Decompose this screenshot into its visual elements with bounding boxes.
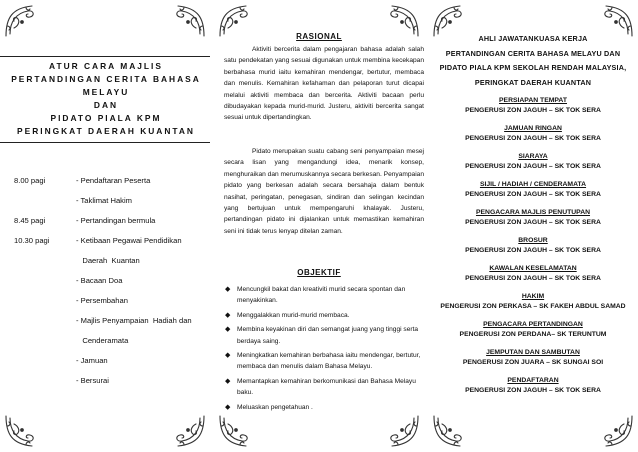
role-label: PERSIAPAN TEMPAT: [499, 97, 567, 104]
role-person: PENGERUSI ZON JAGUH – SK TOK SERA: [465, 107, 601, 114]
committee-role: [428, 376, 638, 396]
role-label: HAKIM: [521, 293, 545, 300]
role-person: PENGERUSI ZON JAGUH – SK TOK SERA: [465, 387, 601, 394]
panel-atur-cara: [0, 0, 210, 452]
title-line: PIDATO PIALA KPM: [50, 113, 162, 123]
role-label: PENDAFTARAN: [507, 377, 559, 384]
objective-text: Membina keyakinan diri dan semangat juang yang tinggi serta berdaya saing.: [237, 326, 419, 345]
heading-line: PERTANDINGAN CERITA BAHASA MELAYU DAN: [445, 48, 621, 58]
role-label: JEMPUTAN DAN SAMBUTAN: [486, 349, 580, 356]
role-person: PENGERUSI ZON JAGUH – SK TOK SERA: [465, 135, 601, 142]
schedule-time: 10.30 pagi: [14, 236, 50, 245]
committee-heading: [428, 32, 638, 90]
role-label: SIARAYA: [518, 153, 548, 160]
objective-text: Mencungkil bakat dan kreativiti murid secara spontan dan menyakinkan.: [237, 286, 406, 305]
committee-role: [428, 236, 638, 256]
objective-item: [224, 310, 424, 321]
title-line: PERTANDINGAN CERITA BAHASA: [11, 74, 201, 84]
schedule-desc: - Bersurai: [76, 376, 109, 385]
diamond-bullet-icon: ◆: [225, 311, 231, 319]
rasional-paragraph: Aktiviti bercerita dalam pengajaran bahasa adalah salah satu pendekatan yang sesuai digunakan untuk membina kecekapan berbahasa murid iaitu kemahiran mendengar, bertutur, membaca dan menulis. Kemahiran kefahaman dan pelaporan turut dicapai melalui aktiviti membaca dan bercerita. Aktiviti bacaan perlu dibudayakan kepada murid-murid. Justeru, aktiviti bercerita sangat sesuai untuk dipertandingkan.: [224, 46, 424, 122]
objective-item: [224, 350, 424, 373]
schedule-desc: Cenderamata: [76, 336, 129, 345]
role-label: BROSUR: [518, 237, 548, 244]
objective-item: [224, 284, 424, 307]
role-label: SIJIL / HADIAH / CENDERAMATA: [479, 181, 587, 188]
schedule-desc: - Pertandingan bermula: [76, 216, 156, 225]
schedule-time: 8.45 pagi: [14, 216, 46, 225]
schedule-desc: - Pendaftaran Peserta: [76, 176, 151, 185]
role-person: PENGERUSI ZON JAGUH – SK TOK SERA: [465, 191, 601, 198]
objektif-heading: OBJEKTIF: [297, 268, 341, 277]
schedule-desc: - Majlis Penyampaian Hadiah dan: [76, 316, 192, 325]
objective-item: [224, 376, 424, 399]
committee-role: [428, 348, 638, 368]
heading-line: PERINGKAT DAERAH KUANTAN: [474, 77, 592, 87]
role-person: PENGERUSI ZON PERDANA– SK TERUNTUM: [459, 331, 607, 338]
program-title: [10, 60, 202, 138]
objective-text: Meluaskan pengetahuan .: [237, 403, 313, 411]
corner-ornament-icon: [218, 414, 252, 448]
schedule-desc: - Ketibaan Pegawai Pendidikan: [76, 236, 182, 245]
panel-jawatankuasa: [428, 0, 638, 452]
committee-role: [428, 264, 638, 284]
corner-ornament-icon: [600, 414, 634, 448]
objective-item: [224, 402, 424, 413]
schedule-desc: - Persembahan: [76, 296, 128, 305]
objective-item: [224, 324, 424, 347]
panel-rasional-objektif: [214, 0, 424, 452]
corner-ornament-icon: [4, 414, 38, 448]
diamond-bullet-icon: ◆: [225, 377, 231, 385]
committee-role: [428, 152, 638, 172]
role-person: PENGERUSI ZON JUARA – SK SUNGAI SOI: [462, 359, 604, 366]
role-label: PENGACARA PERTANDINGAN: [483, 321, 583, 328]
objective-text: Meningkatkan kemahiran berbahasa iaitu mendengar, bertutur, membaca dan menulis dalam Bahasa Melayu.: [237, 352, 421, 371]
divider: [0, 56, 210, 57]
role-label: PENGACARA MAJLIS PENUTUPAN: [475, 209, 591, 216]
committee-role: [428, 96, 638, 116]
committee-role: [428, 124, 638, 144]
objective-list: [224, 284, 424, 416]
corner-ornament-icon: [432, 414, 466, 448]
role-person: PENGERUSI ZON JAGUH – SK TOK SERA: [465, 163, 601, 170]
objective-text: Menggalakkan murid-murid membaca.: [237, 311, 350, 319]
role-person: PENGERUSI ZON JAGUH – SK TOK SERA: [465, 275, 601, 282]
diamond-bullet-icon: ◆: [225, 352, 231, 360]
schedule-desc: - Taklimat Hakim: [76, 196, 132, 205]
role-person: PENGERUSI ZON JAGUH – SK TOK SERA: [465, 247, 601, 254]
pidato-paragraph: Pidato merupakan suatu cabang seni penyampaian mesej secara lisan yang mengandungi idea, menarik konsep, menghuraikan dan merumuskannya secara berkesan. Penyampaian pidato yang berkesan adalah secara bersahaja dalam bentuk nasihat, peringatan, penegasan, sindiran dan selingan kecindan yang bertujuan untuk mempengaruhi khalayak. Justeru, pertandingan pidato ini dijalankan untuk memastikan kemahiran seni ini tidak terus lenyap ditelan zaman.: [224, 148, 424, 235]
committee-role: [428, 180, 638, 200]
schedule-desc: - Bacaan Doa: [76, 276, 123, 285]
title-line: MELAYU: [82, 87, 130, 97]
diamond-bullet-icon: ◆: [225, 326, 231, 334]
title-line: ATUR CARA MAJLIS: [49, 61, 163, 71]
committee-role: [428, 320, 638, 340]
corner-ornament-icon: [172, 414, 206, 448]
committee-role: [428, 292, 638, 312]
role-person: PENGERUSI ZON JAGUH – SK TOK SERA: [465, 219, 601, 226]
title-line: PERINGKAT DAERAH KUANTAN: [17, 126, 195, 136]
role-person: PENGERUSI ZON PERKASA – SK FAKEH ABDUL SAMAD: [440, 303, 626, 310]
diamond-bullet-icon: ◆: [225, 286, 231, 293]
corner-ornament-icon: [172, 4, 206, 38]
schedule-desc: - Jamuan: [76, 356, 108, 365]
diamond-bullet-icon: ◆: [225, 403, 231, 411]
corner-ornament-icon: [386, 414, 420, 448]
rasional-heading: RASIONAL: [296, 32, 342, 41]
divider: [0, 142, 210, 143]
heading-line: AHLI JAWATANKUASA KERJA: [478, 34, 588, 43]
committee-roles: [428, 96, 638, 404]
schedule-desc: Daerah Kuantan: [76, 256, 140, 265]
role-label: KAWALAN KESELAMATAN: [489, 265, 577, 272]
title-line: DAN: [93, 100, 119, 110]
schedule-time: 8.00 pagi: [14, 176, 46, 185]
corner-ornament-icon: [4, 4, 38, 38]
committee-role: [428, 208, 638, 228]
objective-text: Memantapkan kemahiran berkomunikasi dan Bahasa Melayu baku.: [237, 377, 416, 397]
heading-line: PIDATO PIALA KPM SEKOLAH RENDAH MALAYSIA,: [439, 63, 627, 73]
role-label: JAMUAN RINGAN: [504, 125, 562, 132]
